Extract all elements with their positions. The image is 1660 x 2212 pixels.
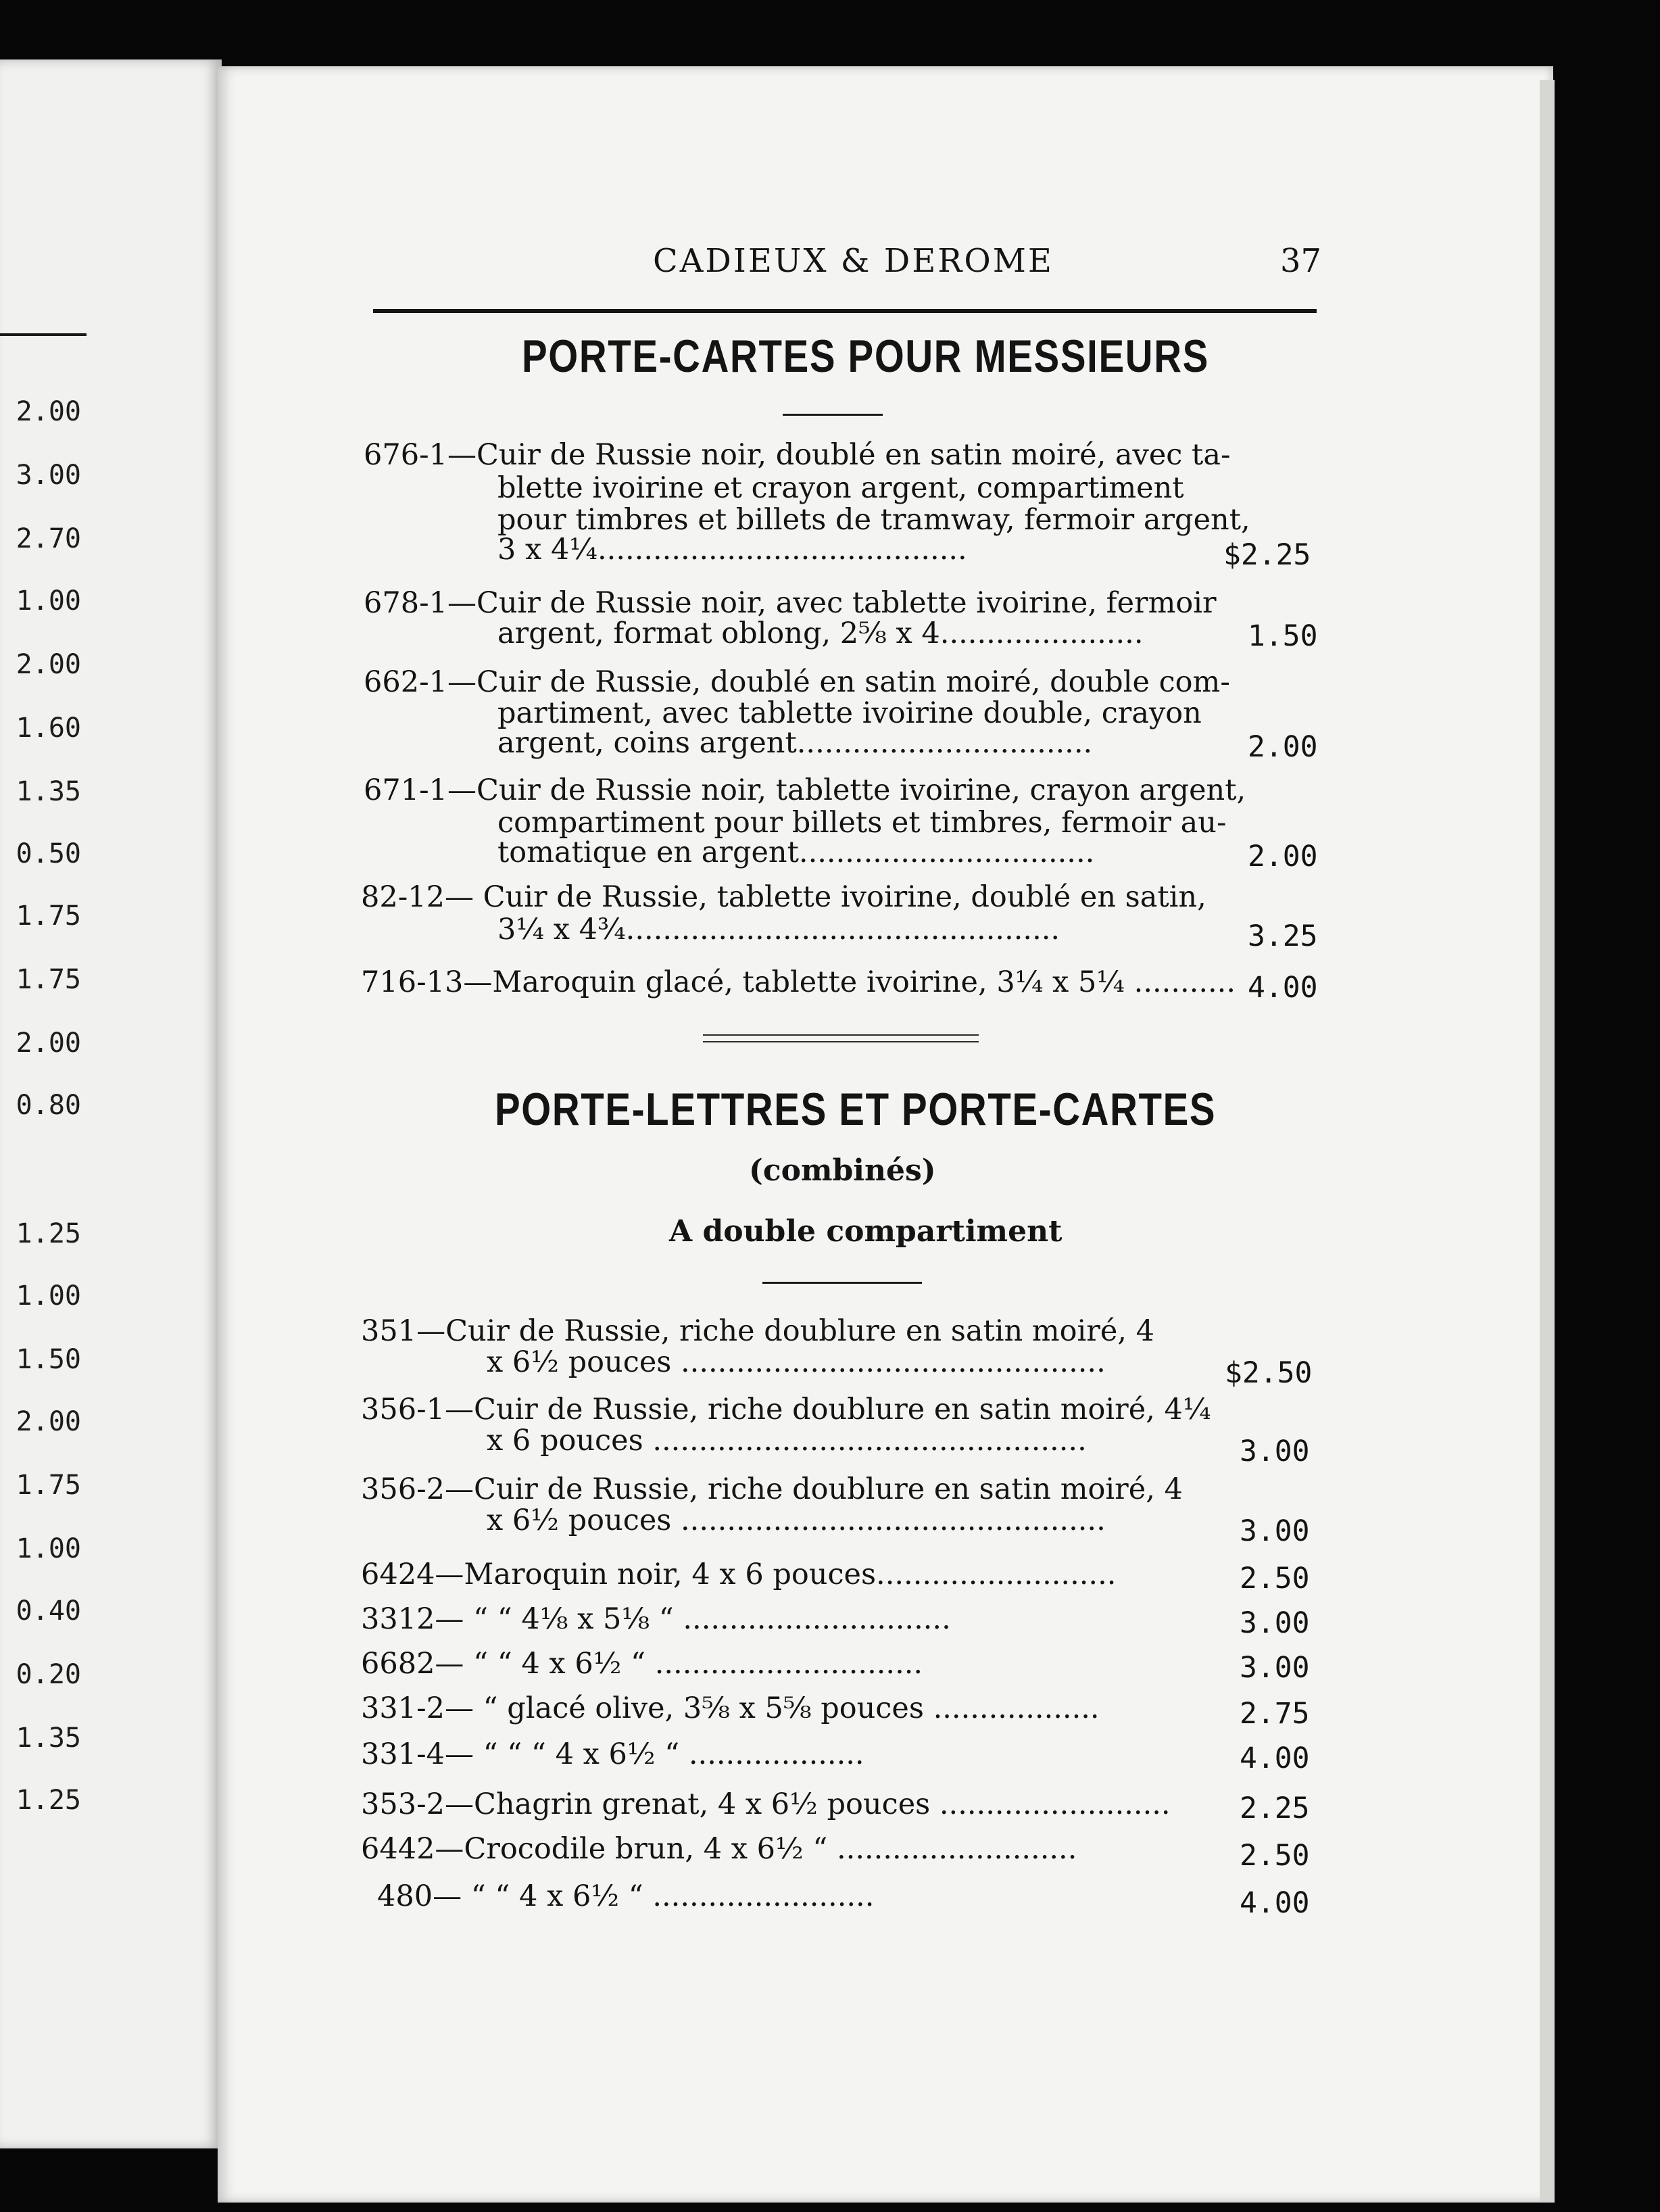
left-page-price: 0.20: [16, 1659, 81, 1690]
entry-price: 2.25: [1240, 1792, 1310, 1825]
entry-line: 356-2—Cuir de Russie, riche doublure en satin moiré, 4: [361, 1472, 1183, 1506]
section-subtitle-double-compartiment: A double compartiment: [669, 1214, 1063, 1249]
left-page-price: 1.00: [16, 1280, 81, 1312]
entry-price: 4.00: [1240, 1741, 1310, 1775]
entry-price: 4.00: [1240, 1886, 1310, 1920]
left-page-price: 1.00: [16, 1533, 81, 1564]
left-page: [0, 59, 222, 2148]
entry-price: 2.00: [1248, 840, 1318, 873]
entry-line: 82-12— Cuir de Russie, tablette ivoirine, doublé en satin,: [361, 880, 1206, 914]
entry-line: tomatique en argent................................: [497, 836, 1095, 869]
section-subtitle-combines: (combinés): [749, 1153, 936, 1188]
entry-line: 331-2— “ glacé olive, 3⅝ x 5⅝ pouces ..................: [361, 1691, 1100, 1725]
left-page-price: 0.50: [16, 838, 81, 869]
entry-price: $2.25: [1223, 538, 1311, 572]
entry-line: 351—Cuir de Russie, riche doublure en satin moiré, 4: [361, 1314, 1154, 1348]
left-page-price: 3.00: [16, 460, 81, 491]
left-page-price: 2.00: [16, 1028, 81, 1059]
page-number: 37: [1280, 242, 1322, 280]
page-edge: [1540, 80, 1555, 2203]
entry-price: 2.00: [1248, 730, 1318, 764]
entry-line: 671-1—Cuir de Russie noir, tablette ivoirine, crayon argent,: [364, 773, 1246, 807]
entry-line: compartiment pour billets et timbres, fermoir au-: [497, 806, 1227, 840]
section-title-porte-lettres: PORTE-LETTRES ET PORTE-CARTES: [495, 1084, 1217, 1135]
entry-line: 662-1—Cuir de Russie, doublé en satin moiré, double com-: [364, 665, 1230, 699]
left-page-price: 1.25: [16, 1218, 81, 1249]
left-page-price: 2.00: [16, 396, 81, 427]
header-rule: [373, 309, 1317, 313]
entry-price: 3.00: [1240, 1606, 1310, 1640]
entry-line: partiment, avec tablette ivoirine double, crayon: [497, 696, 1202, 730]
entry-price: 4.00: [1248, 971, 1318, 1005]
entry-price: 2.75: [1240, 1697, 1310, 1731]
entry-price: 2.50: [1240, 1562, 1310, 1595]
left-page-price: 1.75: [16, 1470, 81, 1501]
entry-line: 480— “ “ 4 x 6½ “ ........................: [377, 1879, 875, 1913]
entry-line: 6424—Maroquin noir, 4 x 6 pouces..........................: [361, 1558, 1117, 1591]
entry-line: 3¼ x 4¾...............................................: [497, 913, 1060, 946]
entry-line: 6442—Crocodile brun, 4 x 6½ “ ..........................: [361, 1832, 1077, 1866]
entry-line: x 6½ pouces ..............................................: [487, 1345, 1106, 1379]
section-divider: [762, 1282, 922, 1284]
entry-line: argent, format oblong, 2⅝ x 4......................: [497, 617, 1144, 650]
entry-line: 676-1—Cuir de Russie noir, doublé en satin moiré, avec ta-: [364, 438, 1231, 472]
left-page-price-column: [0, 59, 87, 2148]
left-page-price: 1.35: [16, 1723, 81, 1754]
left-page-price: 1.60: [16, 713, 81, 744]
entry-line: 678-1—Cuir de Russie noir, avec tablette ivoirine, fermoir: [364, 586, 1217, 620]
left-page-price: 0.80: [16, 1090, 81, 1121]
entry-line: 356-1—Cuir de Russie, riche doublure en satin moiré, 4¼: [361, 1393, 1211, 1426]
entry-price: $2.50: [1225, 1356, 1313, 1390]
entry-price: 3.00: [1240, 1514, 1310, 1548]
left-page-price: 1.00: [16, 585, 81, 617]
entry-line: 3 x 4¼........................................: [497, 533, 967, 567]
left-page-price: 2.70: [16, 523, 81, 554]
entry-line: argent, coins argent................................: [497, 726, 1093, 760]
left-page-price: 1.25: [16, 1785, 81, 1816]
entry-line: 6682— “ “ 4 x 6½ “ .............................: [361, 1647, 923, 1681]
left-page-price: 1.75: [16, 964, 81, 995]
double-rule-top: [703, 1034, 979, 1036]
section-divider: [783, 414, 883, 416]
entry-line: blette ivoirine et crayon argent, compartiment: [497, 471, 1184, 505]
left-page-price: 1.50: [16, 1344, 81, 1375]
left-page-price: 2.00: [16, 1406, 81, 1437]
entry-price: 3.00: [1240, 1651, 1310, 1685]
running-header: CADIEUX & DEROME: [653, 242, 1054, 280]
entry-price: 1.50: [1248, 619, 1318, 653]
entry-line: 331-4— “ “ “ 4 x 6½ “ ...................: [361, 1737, 864, 1771]
left-page-price: 1.75: [16, 900, 81, 932]
left-page-price: 0.40: [16, 1595, 81, 1627]
double-rule-bottom: [703, 1041, 979, 1042]
entry-line: x 6½ pouces ..............................................: [487, 1504, 1106, 1537]
entry-price: 3.25: [1248, 919, 1318, 953]
entry-line: 3312— “ “ 4⅛ x 5⅛ “ .............................: [361, 1602, 951, 1636]
left-page-price: 2.00: [16, 649, 81, 680]
entry-price: 3.00: [1240, 1435, 1310, 1468]
left-page-price: 1.35: [16, 776, 81, 807]
entry-line: 353-2—Chagrin grenat, 4 x 6½ pouces .........................: [361, 1787, 1171, 1821]
section-title-porte-cartes: PORTE-CARTES POUR MESSIEURS: [522, 331, 1209, 382]
entry-line: x 6 pouces ...............................................: [487, 1424, 1087, 1458]
entry-line: 716-13—Maroquin glacé, tablette ivoirine, 3¼ x 5¼ ...........: [361, 965, 1236, 999]
entry-line: pour timbres et billets de tramway, fermoir argent,: [497, 503, 1250, 537]
entry-price: 2.50: [1240, 1839, 1310, 1873]
